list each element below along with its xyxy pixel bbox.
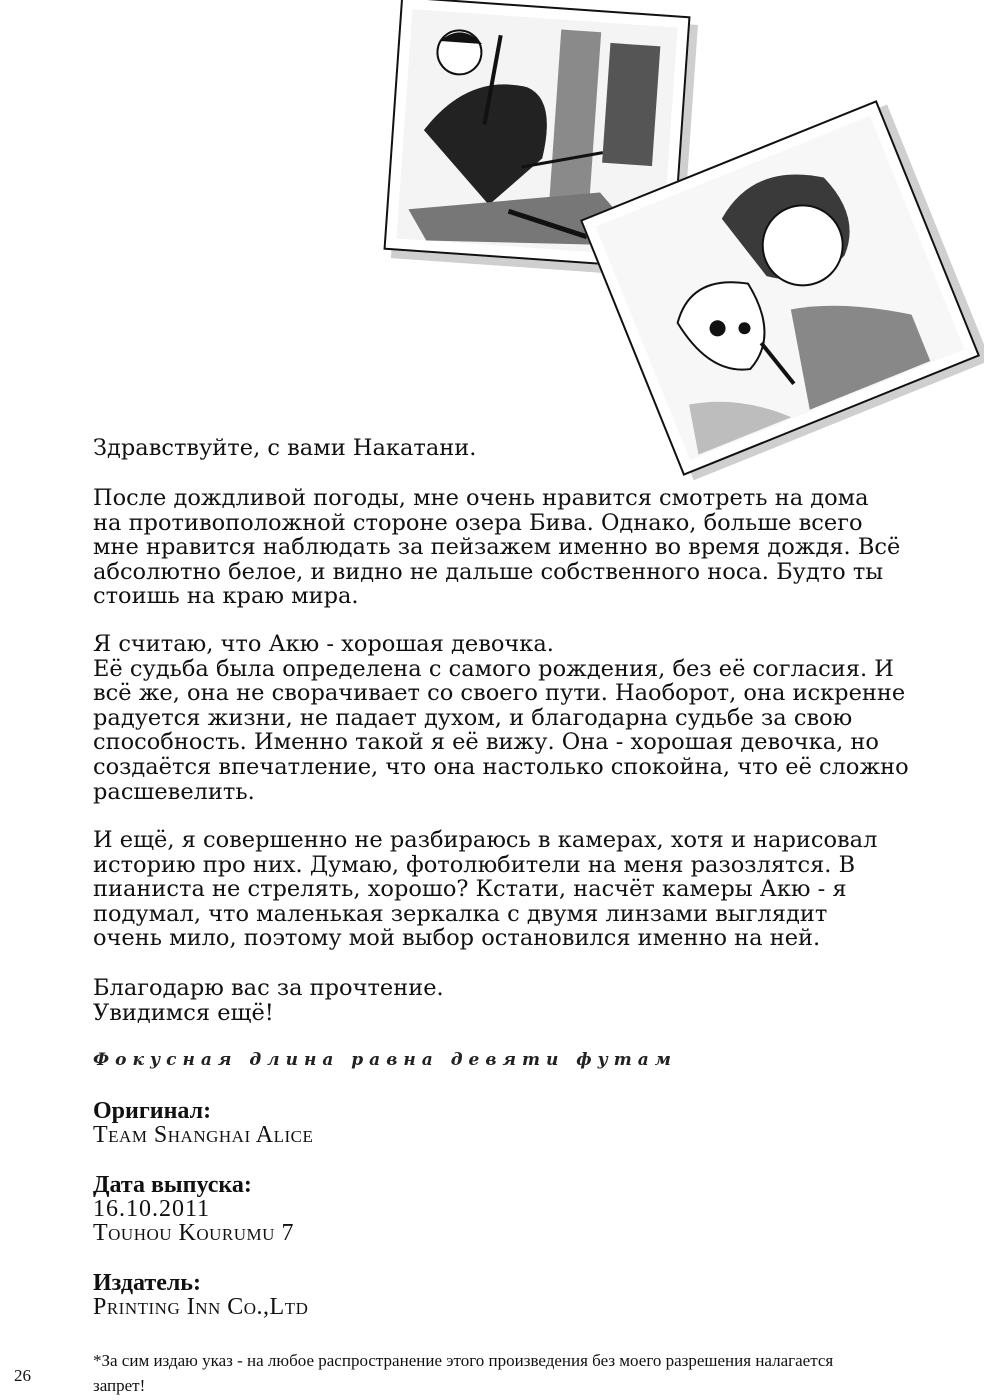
paragraph-1 [93, 486, 913, 609]
greeting-line: Здравствуйте, с вами Накатани. [93, 435, 477, 461]
original-value: Team Shanghai Alice [93, 1122, 314, 1148]
text-line: После дождливой погоды, мне очень нравится смотреть на дома [93, 485, 869, 511]
text-line: радуется жизни, не падает духом, и благодарна судьбе за свою [93, 704, 853, 731]
paragraph-4 [93, 976, 913, 1025]
text-line: подумал, что маленькая зеркалка с двумя линзами выглядит [93, 900, 828, 927]
text-line: пианиста не стрелять, хорошо? Кстати, насчёт камеры Акю - я [93, 876, 847, 903]
text-line: способность. Именно такой я её вижу. Она - хорошая девочка, но [93, 729, 879, 756]
text-line: очень мило, поэтому мой выбор остановился именно на ней. [93, 925, 821, 952]
text-line: И ещё, я совершенно не разбираюсь в камерах, хотя и нарисовал [93, 827, 878, 853]
copyright-footnote: *За сим издаю указ - на любое распространение этого произведения без моего разрешения налагается запрет! [93, 1351, 834, 1395]
text-line: создаётся впечатление, что она настолько спокойна, что её сложно [93, 753, 909, 780]
release-date: 16.10.2011 [93, 1196, 211, 1222]
text-line: Я считаю, что Акю - хорошая девочка. [93, 631, 554, 657]
release-label: Дата выпуска: [93, 1172, 252, 1198]
text-line: Благодарю вас за прочтение. [93, 975, 444, 1001]
text-line: расшевелить. [93, 778, 255, 805]
greeting [93, 436, 913, 461]
release-event: Touhou Kourumu 7 [93, 1220, 294, 1246]
text-line: историю про них. Думаю, фотолюбители на меня разозлятся. В [93, 851, 856, 878]
text-line: стоишь на краю мира. [93, 583, 359, 610]
page-number: 26 [14, 1366, 31, 1385]
work-title: Фокусная длина равна девяти футам [93, 1050, 677, 1070]
text-line: мне нравится наблюдать за пейзажем именно во время дождя. Всё [93, 534, 901, 561]
original-label: Оригинал: [93, 1098, 212, 1124]
text-line: Увидимся ещё! [93, 999, 274, 1026]
publisher-value: Printing Inn Co.,Ltd [93, 1294, 309, 1320]
text-line: всё же, она не сворачивает со своего пути. Наоборот, она искренне [93, 680, 906, 707]
paragraph-3 [93, 828, 913, 951]
paragraph-2 [93, 632, 913, 804]
publisher-label: Издатель: [93, 1270, 201, 1296]
text-line: Её судьба была определена с самого рождения, без её согласия. И [93, 655, 894, 682]
text-line: абсолютно белое, и видно не дальше собственного носа. Будто ты [93, 558, 884, 585]
text-line: на противоположной стороне озера Бива. Однако, больше всего [93, 509, 863, 536]
